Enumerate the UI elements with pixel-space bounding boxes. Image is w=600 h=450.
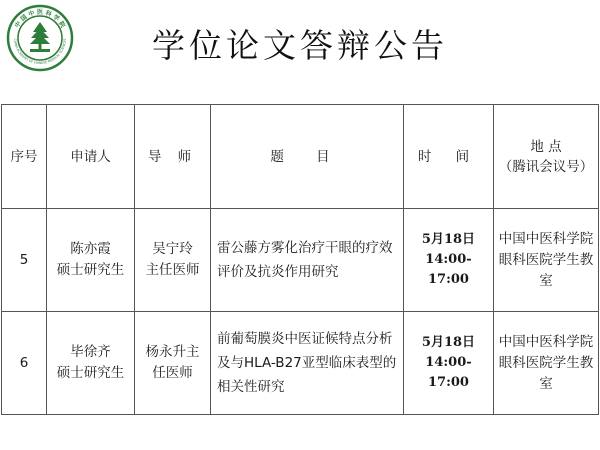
svg-text:中 国 中 医 科 学 院: 中 国 中 医 科 学 院 xyxy=(13,9,67,30)
row-location: 中国中医科学院眼科医院学生教室 xyxy=(494,209,599,312)
header-mentor: 导 师 xyxy=(135,105,211,209)
row-applicant xyxy=(47,312,135,415)
defense-date: 5月18日 xyxy=(421,232,476,247)
applicant-degree: 硕士研究生 xyxy=(56,262,125,278)
header-num: 序号 xyxy=(2,105,47,209)
mentor-title: 任医师 xyxy=(152,365,193,381)
applicant-name: 毕徐齐 xyxy=(70,344,111,360)
header-topic: 题 目 xyxy=(211,105,404,209)
header-location-label: 地 点 xyxy=(530,138,562,155)
svg-text:CHINA ACADEMY OF CHINESE MEDIC: CHINA ACADEMY OF CHINESE MEDICAL SCIENCES xyxy=(12,38,68,66)
row-location: 中国中医科学院眼科医院学生教室 xyxy=(494,312,599,415)
row-mentor xyxy=(135,312,211,415)
row-num: 6 xyxy=(2,312,47,415)
defense-time: 14:00-17:00 xyxy=(425,355,472,390)
row-applicant xyxy=(47,209,135,312)
table-header-row xyxy=(2,105,599,209)
mentor-title: 主任医师 xyxy=(145,262,200,278)
header-time: 时 间 xyxy=(404,105,494,209)
row-mentor xyxy=(135,209,211,312)
row-time xyxy=(404,209,494,312)
defense-schedule-table xyxy=(1,104,599,415)
page-title: 学位论文答辩公告 xyxy=(152,26,448,65)
table-row xyxy=(2,312,599,415)
row-time xyxy=(404,312,494,415)
table-row xyxy=(2,209,599,312)
row-topic: 雷公藤方雾化治疗干眼的疗效评价及抗炎作用研究 xyxy=(211,209,404,312)
mentor-name: 吴宁玲 xyxy=(152,241,193,257)
defense-date: 5月18日 xyxy=(421,335,476,350)
header-location-note: （腾讯会议号） xyxy=(498,158,594,175)
defense-time: 14:00-17:00 xyxy=(425,252,472,287)
header-applicant: 申请人 xyxy=(47,105,135,209)
mentor-name: 杨永升主 xyxy=(145,344,200,360)
applicant-name: 陈亦霞 xyxy=(70,241,111,257)
applicant-degree: 硕士研究生 xyxy=(56,365,125,381)
header-location xyxy=(494,105,599,209)
row-topic: 前葡萄膜炎中医证候特点分析及与HLA-B27亚型临床表型的相关性研究 xyxy=(211,312,404,415)
row-num: 5 xyxy=(2,209,47,312)
